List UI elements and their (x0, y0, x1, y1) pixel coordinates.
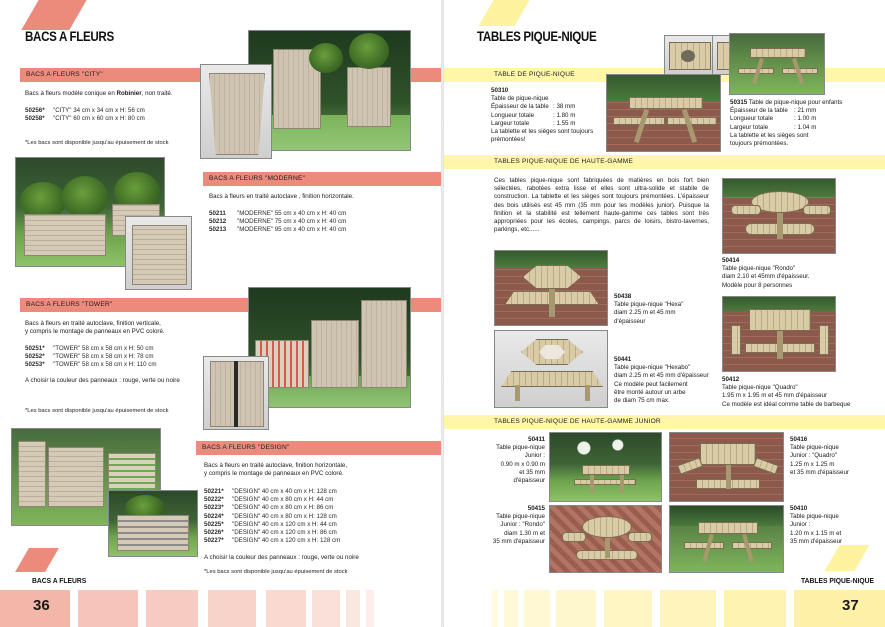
product-line: Junior : (524, 452, 545, 460)
product-code: 50224* (204, 512, 224, 520)
product-code: 50441 (614, 356, 632, 363)
design-planter-closeup (108, 490, 198, 557)
spec-row (491, 103, 601, 111)
product-line: Table pique-nique "Hexabo" (614, 364, 691, 372)
product-50410 (790, 505, 882, 546)
product-line: diam 2.10 et 45mm d'épaisseur. (722, 273, 810, 281)
product-line: diam 1.30 m et (504, 529, 545, 537)
design-desc-line1: Bacs à fleurs en traité autoclave, finition horizontale, (204, 462, 348, 469)
tower-stock-note: *Les bacs sont disponible jusqu'au épuisement de stock (25, 408, 169, 414)
product-line: Ce modèle est idéal comme table de barbeque (722, 400, 851, 408)
planter-bush (349, 33, 389, 69)
band-city: BACS A FLEURS "CITY" (20, 68, 441, 82)
product-code: 50411 (528, 436, 545, 443)
product-spec: "TOWER" 58 cm x 58 cm x H: 78 cm (53, 353, 154, 361)
spec-row (730, 115, 880, 123)
spec-label: Épaisseur de la table (730, 107, 788, 115)
product-line: Table pique-nique "Hexa" (614, 301, 684, 309)
spec-label: Épaisseur de la table (491, 103, 549, 111)
product-line: 35 mm d'épaisseur (790, 537, 843, 545)
junior-rondo-photo (549, 505, 662, 573)
product-spec: "MODERNE" 95 cm x 40 cm x H: 40 cm (237, 226, 347, 234)
page-number-right: 37 (842, 597, 859, 614)
product-code: 50256* (25, 107, 45, 114)
spec-row (730, 124, 880, 132)
design-stock-note: *Les bacs sont disponible jusqu'au épuisement de stock (204, 569, 348, 575)
city-planter-closeup (200, 64, 272, 159)
city-description (25, 90, 205, 98)
kids-table-photo (729, 33, 825, 95)
product-line: 35 mm d'épaisseur (492, 537, 545, 545)
product-row (25, 345, 157, 353)
product-line: 1.25 m x 1.25 m (790, 460, 835, 468)
product-row (204, 537, 340, 545)
footer-band-left (0, 590, 441, 627)
product-spec: "DESIGN" 40 cm x 80 cm x H: 86 cm (232, 504, 334, 512)
product-row (25, 107, 145, 115)
page-title-right: TABLES PIQUE-NIQUE (477, 29, 597, 44)
product-50416 (790, 436, 882, 477)
product-spec: "CITY" 34 cm x 34 cm x H: 56 cm (53, 107, 145, 114)
product-line: Modèle pour 8 personnes (722, 281, 793, 289)
tower-description (25, 320, 225, 336)
product-line: diam 2.25 m et 45 mm (614, 309, 676, 317)
spec-value: : 21 mm (794, 107, 817, 115)
product-row (25, 115, 145, 123)
product-code: 50315 (730, 99, 748, 106)
moderne-product-list (209, 210, 346, 235)
product-code: 50252* (25, 353, 45, 361)
product-line: Junior : (790, 521, 811, 529)
product-name: Table de pique-nique pour enfants (748, 99, 843, 106)
spec-row (491, 120, 601, 128)
planter-mid (347, 67, 391, 127)
product-row (204, 488, 340, 496)
footer-corner-accent-left (15, 548, 59, 572)
running-footer-right: TABLES PIQUE-NIQUE (801, 576, 875, 585)
product-spec: "DESIGN" 40 cm x 40 cm x H: 128 cm (232, 488, 337, 495)
junior-square-photo (549, 432, 662, 502)
product-note: La tablette et les sièges sont toujours prémontées. (730, 131, 809, 148)
product-spec: "DESIGN" 40 cm x 120 cm x H: 44 cm (232, 520, 337, 528)
product-line: Table pique-nique (790, 513, 839, 521)
product-line: de diam 75 cm max. (614, 397, 670, 405)
product-line: et 35 mm d'épaisseur (513, 468, 545, 485)
tower-planter-closeup (203, 356, 269, 430)
product-spec: "DESIGN" 40 cm x 80 cm x H: 44 cm (232, 496, 334, 504)
design-desc-line2: y compris le montage de panneaux en PVC coloré. (204, 470, 344, 478)
product-note: La tablette et les sièges sont toujours prémontées! (491, 128, 594, 144)
product-code: 50438 (614, 293, 632, 300)
footer-band-right (444, 590, 885, 627)
running-footer-left: BACS A FLEURS (32, 576, 87, 585)
spec-label: Largeur totale (730, 123, 769, 131)
product-code: 50415 (527, 505, 545, 512)
product-line: Ce modèle peut facilement (614, 380, 688, 388)
product-line: diam 2.25 m et 45 mm d'épaisseur (614, 372, 709, 380)
design-product-list (204, 488, 340, 545)
spec-value: : 1.80 m (553, 111, 576, 119)
design-color-note: A choisir la couleur des panneaux : rouge, verte ou noire (204, 554, 359, 561)
product-50411 (489, 436, 545, 485)
tower-product-list (25, 345, 157, 370)
product-50315 (730, 99, 880, 148)
spec-value: : 1.55 m (553, 119, 576, 127)
band-tower: BACS A FLEURS "TOWER" (20, 298, 441, 312)
product-line: Table pique-nique (496, 513, 545, 521)
product-code: 50211 (209, 210, 226, 217)
corner-accent-left (21, 0, 86, 30)
spec-label: Longueur totale (491, 111, 535, 119)
basic-table-closeup (664, 35, 714, 75)
city-desc-bold: Robinier (116, 90, 142, 97)
product-line: être monté autour un arbe (614, 388, 686, 396)
product-line: Table pique-nique (790, 444, 839, 452)
product-code: 50410 (790, 505, 808, 512)
spec-value: : 1.04 m (794, 123, 817, 131)
product-spec: "DESIGN" 40 cm x 120 cm x H: 128 cm (232, 537, 341, 545)
product-line: Table pique-nique "Quadro" (722, 384, 798, 392)
product-line: Table pique-nique (496, 444, 545, 452)
product-heading (730, 99, 880, 107)
city-desc-pre: Bacs à fleurs modèle conique en (25, 90, 115, 97)
tower-planters-photo (248, 287, 411, 408)
product-50414 (722, 257, 882, 290)
product-50412 (722, 376, 885, 409)
product-name: Table de pique-nique (491, 95, 549, 103)
product-row (204, 513, 340, 521)
junior-rect-photo (669, 505, 784, 573)
spec-row (730, 107, 880, 115)
page-number-left: 36 (33, 597, 50, 614)
product-code: 50310 (491, 87, 509, 94)
product-row (209, 210, 346, 218)
band-junior-tables: TABLES PIQUE-NIQUE DE HAUTE-GAMME JUNIOR (444, 415, 885, 429)
right-page (444, 0, 885, 627)
product-spec: "TOWER" 58 cm x 58 cm x H: 50 cm (53, 345, 154, 352)
city-desc-post: , non traité. (141, 90, 173, 97)
city-planters-photo (248, 30, 411, 151)
product-code: 50212 (209, 218, 227, 226)
product-code: 50251* (25, 345, 45, 352)
tower-color-note: A choisir la couleur des panneaux : rouge, verte ou noire (25, 377, 180, 384)
hexabo-table-photo (494, 330, 608, 408)
band-basic-tables: TABLE DE PIQUE-NIQUE (444, 68, 885, 82)
product-row (204, 504, 340, 512)
band-premium-tables: TABLES PIQUE-NIQUE DE HAUTE-GAMME (444, 155, 885, 169)
tower-desc-line2: y compris le montage de panneaux en PVC coloré. (25, 328, 165, 336)
product-code: 50223* (204, 504, 224, 512)
product-spec: "DESIGN" 40 cm x 80 cm x H: 128 cm (232, 512, 337, 520)
moderne-description: Bacs à fleurs en traité autoclave , finition horizontale. (209, 193, 354, 200)
product-spec: "MODERNE" 75 cm x 40 cm x H: 40 cm (237, 218, 347, 226)
moderne-planter-closeup (125, 216, 192, 290)
band-design: BACS A FLEURS "DESIGN" (196, 441, 441, 455)
product-line: Junior : "Rondo" (500, 521, 545, 529)
product-line: Table pique-nique "Rondo" (722, 265, 796, 273)
product-spec: "CITY" 60 cm x 60 cm x H: 80 cm (53, 115, 145, 123)
product-spec: "MODERNE" 55 cm x 40 cm x H: 40 cm (237, 210, 347, 217)
product-code: 50226* (204, 529, 224, 537)
product-code: 50221* (204, 488, 224, 495)
product-spec: "TOWER" 58 cm x 58 cm x H: 110 cm (53, 361, 157, 369)
junior-quadro-photo (669, 432, 784, 502)
product-row (209, 226, 346, 234)
product-50438 (614, 293, 714, 326)
rondo-table-photo (722, 178, 836, 254)
city-stock-note: *Les bacs sont disponible jusqu'au épuisement de stock (25, 140, 169, 146)
design-description (204, 462, 434, 478)
product-code: 50258* (25, 115, 45, 123)
footer-corner-accent-right (824, 545, 869, 571)
product-code: 50227* (204, 537, 224, 545)
product-row (25, 353, 157, 361)
product-code: 50414 (722, 257, 740, 264)
product-50415 (474, 505, 545, 546)
city-product-list (25, 107, 145, 123)
tower-desc-line1: Bacs à fleurs en traité autoclave, finition verticale, (25, 320, 161, 327)
spec-label: Largeur totale (491, 119, 530, 127)
product-row (204, 496, 340, 504)
quadro-table-photo (722, 296, 836, 372)
product-row (204, 521, 340, 529)
spec-value: : 38 mm (553, 103, 576, 111)
product-line: 1.20 m x 1.15 m et (790, 529, 842, 537)
product-spec: "DESIGN" 40 cm x 120 cm x H: 86 cm (232, 529, 337, 537)
page-title-left: BACS A FLEURS (25, 29, 114, 44)
product-50310 (491, 87, 601, 144)
product-line: Junior : "Quadro" (790, 452, 838, 460)
basic-table-photo (606, 74, 721, 152)
product-code: 50412 (722, 376, 740, 383)
product-code: 50416 (790, 436, 808, 443)
product-code: 50225* (204, 520, 224, 528)
spec-label: Longueur totale (730, 115, 774, 123)
premium-intro: Ces tables pique-nique sont fabriquées de matières en bois fort bien sélectées, rabotées extra lisse et elles sont ultra-solide et stabile de construction. La tablette et les sièges sont toujours prémontées. L'épaisseur des bois utilisés est 45 mm (35 mm pour les modèles junior). Puisque la finition et la stabilité est tellement haute-gamme ces tables sont très appropriées pour les écoles, campings, parcs de loisirs, bistro-tavernes, parkings, etc...... (494, 177, 709, 234)
product-line: et 35 mm d'épaisseur (790, 468, 849, 476)
hexa-table-photo (494, 250, 608, 326)
spec-row (491, 112, 601, 120)
product-row (25, 361, 157, 369)
product-row (209, 218, 346, 226)
product-line: 0.90 m x 0.90 m (500, 460, 545, 468)
planter-bush (309, 43, 343, 73)
spec-value: : 1.00 m (794, 115, 817, 123)
product-code: 50213 (209, 226, 227, 234)
product-line: 1.95 m x 1.95 m et 45 mm d'épaisseur (722, 392, 828, 400)
corner-accent-right (478, 0, 529, 26)
product-row (204, 529, 340, 537)
left-page (0, 0, 441, 627)
product-code: 50222* (204, 496, 224, 504)
band-moderne: BACS A FLEURS "MODERNE" (203, 172, 441, 186)
product-code: 50253* (25, 361, 45, 369)
product-50441 (614, 356, 724, 405)
product-line: d'épaisseur (614, 317, 646, 325)
